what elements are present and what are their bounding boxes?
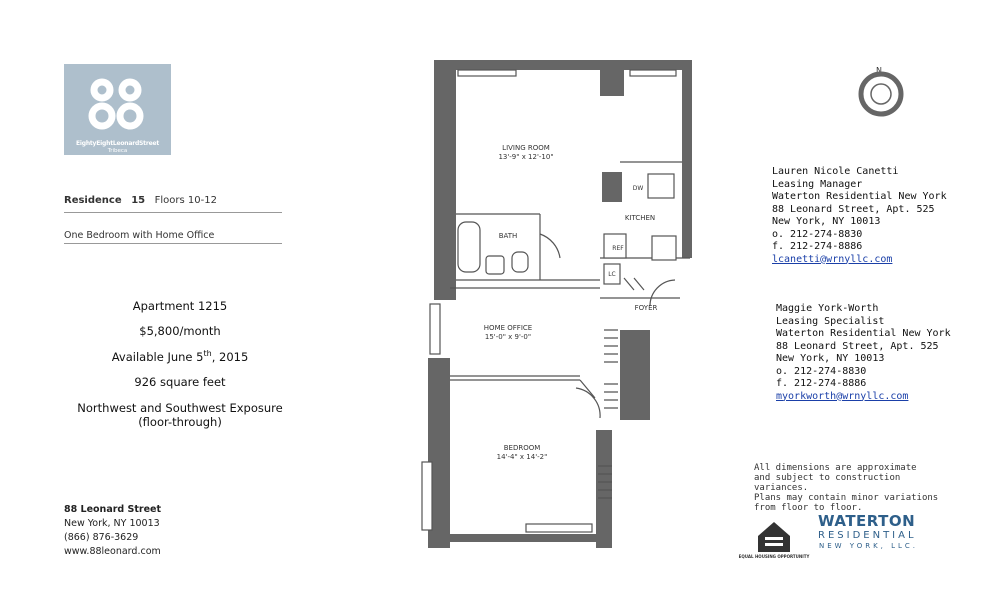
kitchen-column <box>602 172 622 202</box>
room-living-room-dimensions: 13'-9" x 12'-10" <box>498 153 554 161</box>
brand-name: WATERTON <box>818 512 916 530</box>
contact-fax: f. 212-274-8886 <box>772 241 863 252</box>
contact-card <box>772 166 947 266</box>
contact-card <box>776 303 951 403</box>
building-city: New York, NY 10013 <box>64 518 160 529</box>
divider <box>64 243 282 244</box>
eighty-eight-logo-mark <box>64 64 171 140</box>
contact-company: Waterton Residential New York <box>776 328 951 339</box>
contact-street: 88 Leonard Street, Apt. 525 <box>776 340 939 352</box>
contact-name: Lauren Nicole Canetti <box>772 166 899 177</box>
contact-name: Maggie York-Worth <box>776 303 879 314</box>
appliance-refrigerator: REF <box>612 245 624 252</box>
north-wall <box>434 60 690 70</box>
brand-line3: NEW YORK, LLC. <box>819 542 919 550</box>
south-wall <box>436 534 612 542</box>
east-wall-mid <box>620 330 650 420</box>
east-wall-lower <box>596 430 612 548</box>
residence-heading <box>64 195 217 206</box>
equal-housing-opportunity-icon <box>738 518 810 564</box>
west-wall-upper <box>434 60 456 300</box>
contact-title: Leasing Specialist <box>776 315 885 327</box>
contact-office-phone: o. 212-274-8830 <box>772 228 863 240</box>
unit-type: One Bedroom with Home Office <box>64 230 215 241</box>
contact-email-link[interactable]: myorkworth@wrnyllc.com <box>776 390 909 402</box>
dimensions-disclaimer: All dimensions are approximate and subject to construction variances. Plans may contain minor variations from floor to floor. <box>754 463 939 513</box>
residence-number: 15 <box>131 195 146 206</box>
room-home-office-dimensions: 15'-0" x 9'-0" <box>484 333 532 341</box>
building-website[interactable]: www.88leonard.com <box>64 546 161 557</box>
contact-company: Waterton Residential New York <box>772 191 947 202</box>
closet-linen: LC <box>608 271 616 278</box>
contact-fax: f. 212-274-8886 <box>776 378 867 389</box>
contact-email-link[interactable]: lcanetti@wrnyllc.com <box>772 253 893 265</box>
room-bedroom: BEDROOM <box>503 444 541 452</box>
square-footage: 926 square feet <box>134 375 226 389</box>
exposure: Northwest and Southwest Exposure <box>77 401 283 415</box>
building-street: 88 Leonard Street <box>64 504 162 515</box>
room-home-office: HOME OFFICE <box>483 324 533 332</box>
logo-area: Tribeca <box>107 148 128 154</box>
building-phone: (866) 876-3629 <box>64 532 139 543</box>
contact-city: New York, NY 10013 <box>776 353 885 364</box>
availability-date: Available June 5th, 2015 <box>111 349 249 364</box>
contact-title: Leasing Manager <box>772 178 863 190</box>
apartment-number: Apartment 1215 <box>132 299 228 313</box>
room-bath: BATH <box>498 232 518 240</box>
east-wall-upper <box>682 60 692 258</box>
room-living-room: LIVING ROOM <box>502 144 550 152</box>
logo-name: EightyEightLeonardStreet <box>75 140 160 147</box>
appliance-dishwasher: DW <box>632 185 644 192</box>
building-logo <box>64 64 171 155</box>
contact-office-phone: o. 212-274-8830 <box>776 365 867 377</box>
column <box>600 66 624 96</box>
divider <box>64 212 282 213</box>
room-kitchen: KITCHEN <box>624 214 656 222</box>
compass-north-label: N <box>876 66 882 75</box>
monthly-rent: $5,800/month <box>139 324 221 338</box>
compass-icon <box>855 70 907 118</box>
contact-street: 88 Leonard Street, Apt. 525 <box>772 203 935 215</box>
room-bedroom-dimensions: 14'-4" x 14'-2" <box>496 453 548 461</box>
eho-text: EQUAL HOUSING OPPORTUNITY <box>738 554 810 559</box>
room-foyer: FOYER <box>634 304 658 312</box>
brand-line2: RESIDENTIAL <box>818 530 917 541</box>
residence-label: Residence <box>64 195 122 206</box>
exposure-note: (floor-through) <box>138 415 222 429</box>
residence-floors: Floors 10-12 <box>154 195 217 206</box>
floor-plan <box>420 58 720 558</box>
contact-city: New York, NY 10013 <box>772 216 881 227</box>
